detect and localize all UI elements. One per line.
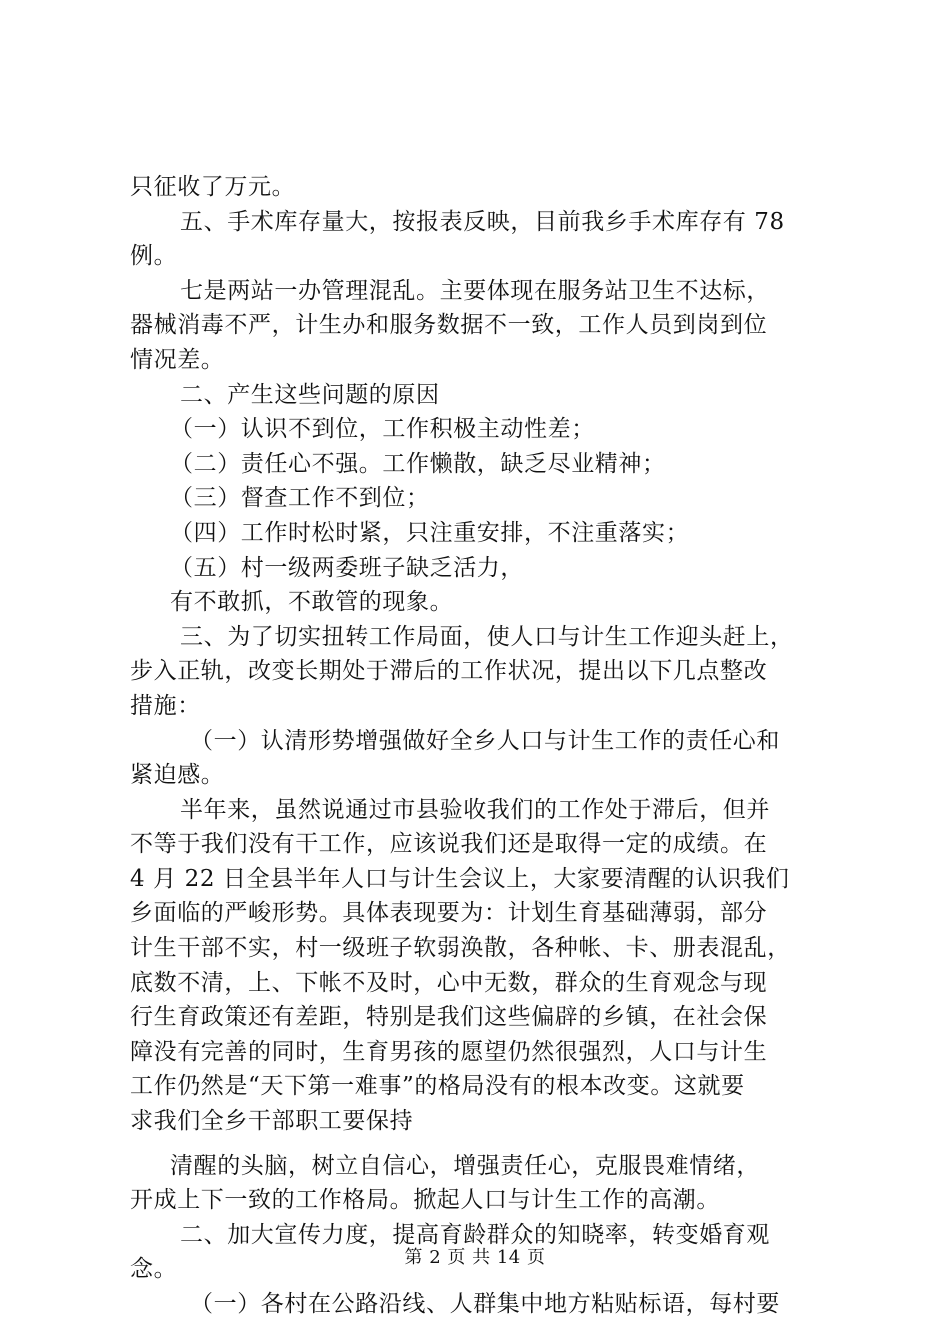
paragraph-line: 4 月 22 日全县半年人口与计生会议上，大家要清醒的认识我们 (130, 865, 790, 892)
section-heading: 三、为了切实扭转工作局面，使人口与计生工作迎头赶上， (180, 623, 794, 650)
paragraph-line: 乡面临的严峻形势。具体表现要为：计划生育基础薄弱，部分 (130, 900, 768, 927)
paragraph-line: 障没有完善的同时，生育男孩的愿望仍然很强烈，人口与计生 (130, 1038, 768, 1065)
paragraph-line: 行生育政策还有差距，特别是我们这些偏辟的乡镇，在社会保 (130, 1004, 768, 1031)
list-item: （三）督查工作不到位； (170, 485, 430, 512)
paragraph-line: 求我们全乡干部职工要保持 (130, 1108, 414, 1135)
paragraph-line: 半年来，虽然说通过市县验收我们的工作处于滞后，但并 (180, 796, 770, 823)
paragraph-line: 例。 (130, 243, 178, 270)
list-item: （一）认识不到位，工作积极主动性差； (170, 416, 595, 443)
list-item: （一）认清形势增强做好全乡人口与计生工作的责任心和 (190, 727, 780, 754)
paragraph-line: 不等于我们没有干工作，应该说我们还是取得一定的成绩。在 (130, 831, 768, 858)
paragraph-line: 七是两站一办管理混乱。主要体现在服务站卫生不达标， (180, 277, 770, 304)
paragraph-line: 措施： (130, 692, 201, 719)
paragraph-line: 清醒的头脑，树立自信心，增强责任心，克服畏难情绪， (170, 1152, 760, 1179)
paragraph-line: 情况差。 (130, 346, 225, 373)
section-heading: 二、加大宣传力度，提高育龄群众的知晓率，转变婚育观 (180, 1221, 770, 1248)
paragraph-line: 器械消毒不严，计生办和服务数据不一致，工作人员到岗到位 (130, 312, 768, 339)
paragraph-line: 底数不清，上、下帐不及时，心中无数，群众的生育观念与现 (130, 969, 768, 996)
section-heading: 二、产生这些问题的原因 (180, 381, 440, 408)
list-item: （二）责任心不强。工作懒散，缺乏尽业精神； (170, 450, 666, 477)
paragraph-line: 只征收了万元。 (130, 174, 296, 200)
list-item: （四）工作时松时紧，只注重安排，不注重落实； (170, 519, 690, 546)
paragraph-line: 开成上下一致的工作格局。掀起人口与计生工作的高潮。 (130, 1187, 720, 1214)
paragraph-line: 有不敢抓，不敢管的现象。 (170, 589, 454, 616)
paragraph-line: 紧迫感。 (130, 762, 225, 789)
list-item: （五）村一级两委班子缺乏活力， (170, 554, 524, 581)
paragraph-line: 念。 (130, 1256, 178, 1283)
document-body (130, 170, 830, 1322)
paragraph-line: 五、手术库存量大，按报表反映，目前我乡手术库存有 78 (180, 208, 785, 235)
page-number-footer: 第 2 页 共 14 页 (404, 1247, 546, 1268)
paragraph-line: 工作仍然是“天下第一难事”的格局没有的根本改变。这就要 (130, 1073, 745, 1100)
paragraph-line: 步入正轨，改变长期处于滞后的工作状况，提出以下几点整改 (130, 658, 768, 685)
paragraph-line: 计生干部不实，村一级班子软弱涣散，各种帐、卡、册表混乱， (130, 935, 791, 962)
list-item: （一）各村在公路沿线、人群集中地方粘贴标语，每村要 (190, 1291, 780, 1317)
